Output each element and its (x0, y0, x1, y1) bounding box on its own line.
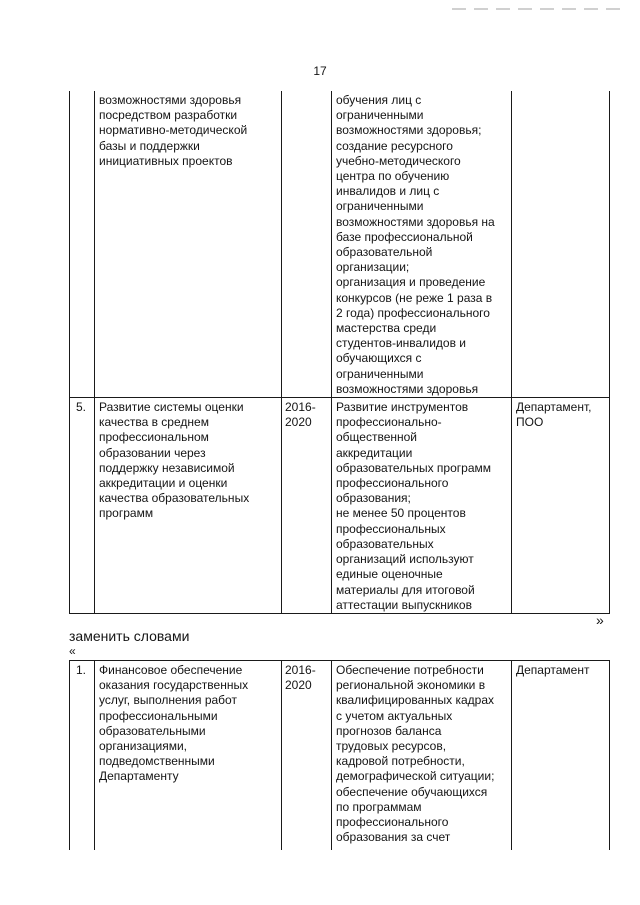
cell-line: обучения лиц с (336, 93, 422, 107)
scan-artifact (452, 8, 622, 10)
period-cell (282, 661, 332, 851)
closing-quote: » (596, 612, 604, 628)
cell-line: подведомственными (99, 754, 215, 769)
cell-line: студентов-инвалидов и (336, 336, 466, 351)
cell-line: центра по обучению (336, 169, 450, 184)
cell-line: программ (99, 506, 154, 521)
cell-line: аккредитации (336, 445, 413, 460)
activity-cell (95, 398, 282, 614)
cell-line: Развитие инструментов (336, 400, 469, 415)
period-cell (282, 91, 332, 398)
cell-line: кадровой потребности, (336, 754, 465, 769)
cell-line: возможностями здоровья (99, 93, 242, 107)
cell-line: профессионально- (336, 415, 442, 430)
table-row (70, 661, 610, 851)
cell-line: Департаменту (99, 769, 179, 784)
table-previous-wording (69, 91, 610, 614)
cell-line: 2016- (285, 663, 316, 677)
cell-line: профессиональных (336, 521, 446, 536)
cell-line: ПОО (516, 415, 544, 430)
replace-with-label: заменить словами (69, 628, 190, 644)
cell-line: возможностями здоровья (336, 381, 479, 396)
cell-line: обеспечение обучающихся (336, 784, 488, 799)
cell-line: аттестации выпускников (336, 597, 472, 612)
cell-line: квалифицированных кадрах (336, 693, 495, 708)
cell-line: образования; (336, 491, 411, 506)
result-cell (332, 661, 512, 851)
cell-line: ограниченными (336, 199, 424, 214)
cell-line: аккредитации и оценки (99, 476, 228, 491)
cell-line: инициативных проектов (99, 153, 233, 168)
cell-line: качества образовательных (99, 491, 250, 506)
cell-line: организаций используют (336, 552, 474, 567)
cell-line: организации; (336, 260, 410, 275)
cell-line: Департамент, (516, 400, 592, 415)
row-number-cell (70, 91, 95, 398)
cell-line: Развитие системы оценки (99, 400, 244, 415)
activity-cell (95, 661, 282, 851)
cell-line: единые оценочные (336, 567, 443, 582)
cell-line: образовании через (99, 445, 206, 460)
executor-cell (512, 661, 610, 851)
cell-line: демографической ситуации; (336, 769, 495, 784)
cell-line: образовательных программ (336, 460, 491, 475)
cell-line: ограниченными (336, 366, 424, 381)
cell-line: прогнозов баланса (336, 723, 442, 738)
cell-line: услуг, выполнения работ (99, 693, 237, 708)
table-row (70, 91, 610, 398)
cell-line: Обеспечение потребности (336, 663, 484, 677)
cell-line: возможностями здоровья на (336, 214, 495, 229)
cell-line: профессиональном (99, 430, 209, 445)
row-number-cell: 1. (70, 661, 95, 851)
cell-line: мастерства среди (336, 321, 437, 336)
cell-line: 2 года) профессионального (336, 305, 490, 320)
cell-line: создание ресурсного (336, 138, 453, 153)
cell-line: поддержку независимой (99, 460, 235, 475)
cell-line: нормативно-методической (99, 123, 248, 138)
cell-line: ограниченными (336, 108, 424, 123)
page-number: 17 (313, 64, 327, 78)
cell-line: образовательной (336, 245, 433, 260)
activity-cell (95, 91, 282, 398)
cell-line: обучающихся с (336, 351, 422, 366)
cell-line: базе профессиональной (336, 229, 473, 244)
cell-line: материалы для итоговой (336, 582, 475, 597)
cell-line: базы и поддержки (99, 138, 200, 153)
result-cell (332, 398, 512, 614)
cell-line: трудовых ресурсов, (336, 739, 447, 754)
period-cell (282, 398, 332, 614)
cell-line: региональной экономики в (336, 678, 486, 693)
executor-cell (512, 398, 610, 614)
executor-cell (512, 91, 610, 398)
opening-quote: « (69, 644, 76, 658)
cell-line: не менее 50 процентов (336, 506, 466, 521)
cell-line: профессионального (336, 815, 449, 830)
cell-line: профессионального (336, 476, 449, 491)
row-number-cell: 5. (70, 398, 95, 614)
table-new-wording (69, 660, 610, 850)
cell-line: качества в среднем (99, 415, 209, 430)
cell-line: организация и проведение (336, 275, 486, 290)
cell-line: посредством разработки (99, 108, 238, 123)
cell-line: 2016- (285, 400, 316, 415)
cell-line: с учетом актуальных (336, 708, 453, 723)
cell-line: возможностями здоровья; (336, 123, 482, 138)
result-cell (332, 91, 512, 398)
cell-line: конкурсов (не реже 1 раза в (336, 290, 493, 305)
cell-line: Департамент (516, 663, 590, 677)
cell-line: по программам (336, 799, 422, 814)
cell-line: учебно-методического (336, 153, 461, 168)
cell-line: организациями, (99, 739, 188, 754)
cell-line: оказания государственных (99, 678, 249, 693)
cell-line: Финансовое обеспечение (99, 663, 243, 677)
cell-line: образовательными (99, 723, 206, 738)
table-row (70, 398, 610, 614)
cell-line: образовательных (336, 536, 434, 551)
cell-line: 2020 (285, 415, 312, 430)
cell-line: общественной (336, 430, 417, 445)
cell-line: инвалидов и лиц с (336, 184, 440, 199)
cell-line: 2020 (285, 678, 312, 693)
cell-line: образования за счет (336, 830, 451, 845)
cell-line: профессиональными (99, 708, 218, 723)
